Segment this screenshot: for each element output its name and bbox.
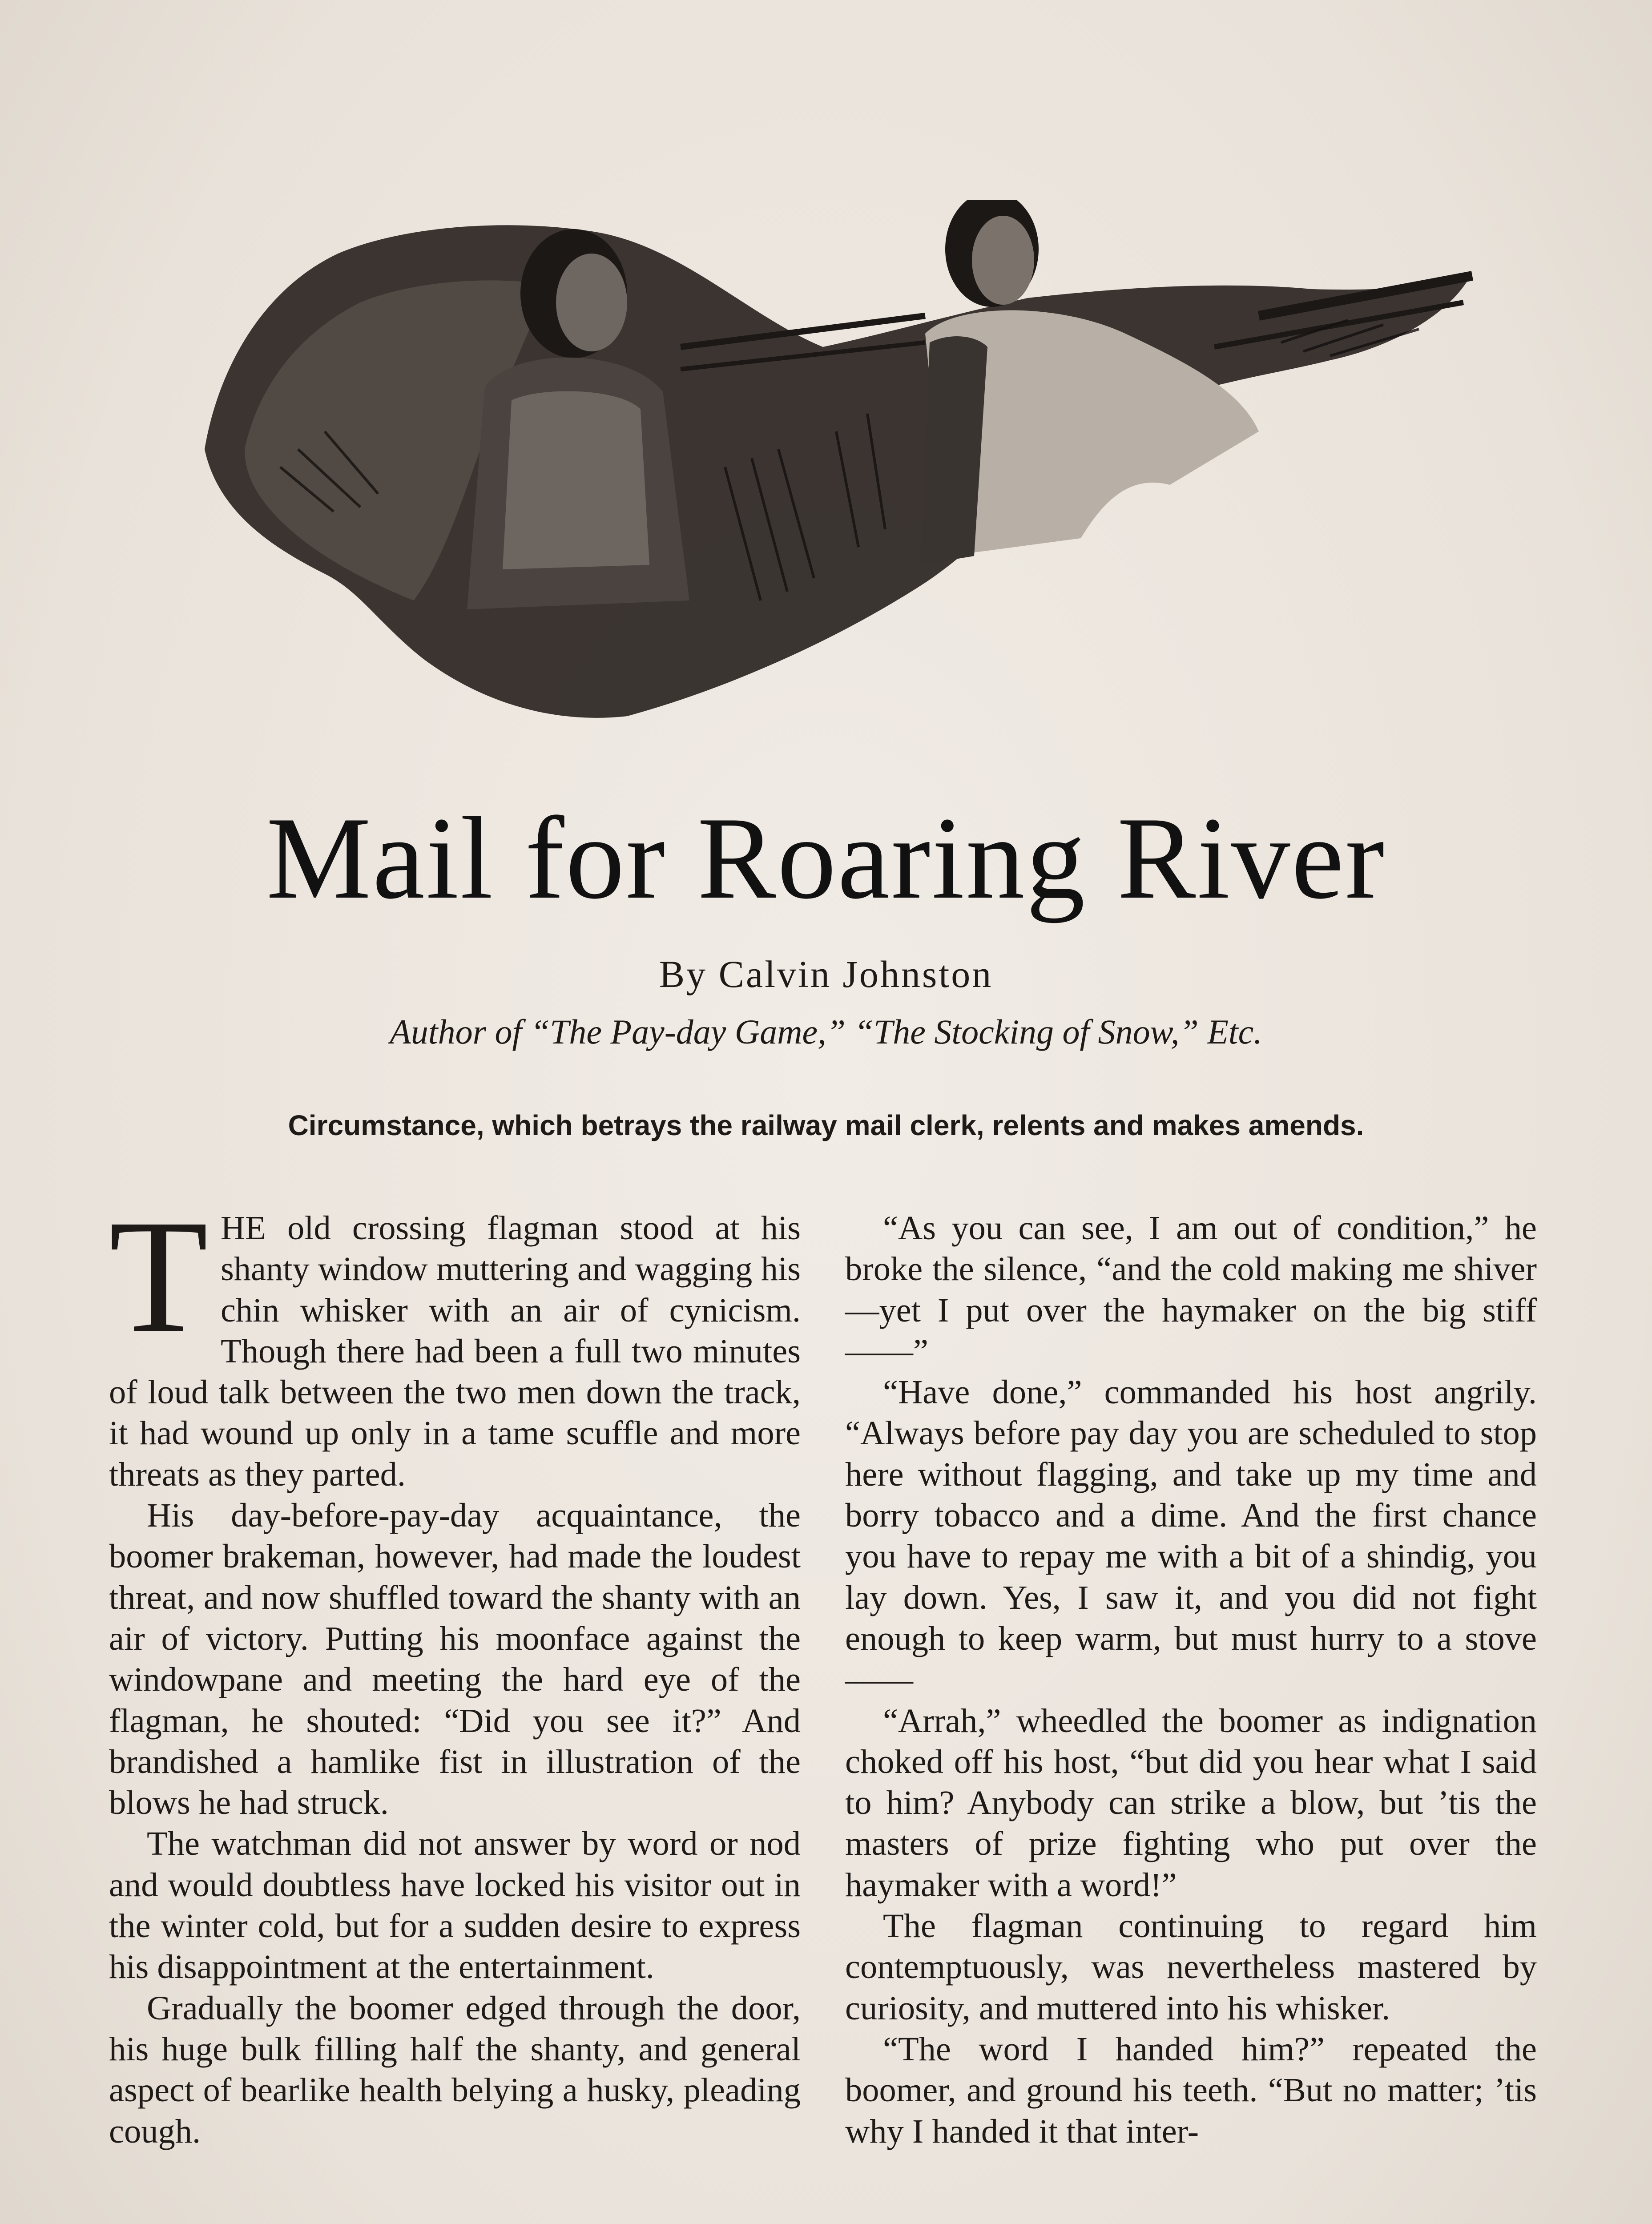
paragraph	[109, 1186, 801, 1495]
paragraph: The flagman continuing to regard him contemptuously, was nevertheless mastered by curiosity, and muttered into his whisker.	[845, 1907, 1537, 2027]
illustration-two-men-by-railway-icon	[191, 200, 1481, 725]
left-column	[109, 1186, 801, 2152]
paragraph: Gradually the boomer edged through the door, his huge bulk filling half the shanty, and general aspect of bearlike health belying a husky, pleading cough.	[109, 1989, 801, 2150]
paragraph: “The word I handed him?” repeated the boomer, and ground his teeth. “But no matter; ’tis why I handed it that inter-	[845, 2030, 1537, 2150]
paragraph: The watchman did not answer by word or nod and would doubtless have locked his visitor out in the winter cold, but for a sudden desire to express his disappointment at the entertainment.	[109, 1825, 801, 1986]
right-column	[845, 1208, 1537, 2152]
paragraph: “Have done,” commanded his host angrily. “Always before pay day you are scheduled to stop here without flagging, and take up my time and borry tobacco and a dime. And the first chance you have to repay me with a bit of a shindig, you lay down. Yes, I saw it, and you did not fight enough to keep warm, but must hurry to a stove——	[845, 1373, 1537, 1699]
author-previous-works: Author of “The Pay-day Game,” “The Stocking of Snow,” Etc.	[390, 1012, 1262, 1051]
byline: By Calvin Johnston	[659, 953, 993, 995]
drop-cap: T	[109, 1186, 208, 1366]
paragraph-text: HE old crossing flagman stood at his shanty window muttering and wagging his chin whisker with an air of cynicism. Though there had been a full two minutes of loud talk between the two men down the track, it had wound up only in a tame scuffle and more threats as they parted.	[109, 1209, 801, 1493]
story-title: Mail for Roaring River	[266, 793, 1386, 923]
story-teaser: Circumstance, which betrays the railway mail clerk, relents and makes amends.	[288, 1109, 1364, 1141]
paragraph: “As you can see, I am out of condition,” he broke the silence, “and the cold making me shiver—yet I put over the haymaker on the big stiff——”	[845, 1209, 1537, 1370]
paragraph: “Arrah,” wheedled the boomer as indignation choked off his host, “but did you hear what I said to him? Anybody can strike a blow, but ’tis the masters of prize fighting who put over the haymaker with a word!”	[845, 1701, 1537, 1904]
paragraph: His day-before-pay-day acquaintance, the boomer brakeman, however, had made the loudest threat, and now shuffled toward the shanty with an air of victory. Putting his moonface against the windowpane and meeting the hard eye of the flagman, he shouted: “Did you see it?” And brandished a hamlike fist in illustration of the blows he had struck.	[109, 1496, 801, 1822]
